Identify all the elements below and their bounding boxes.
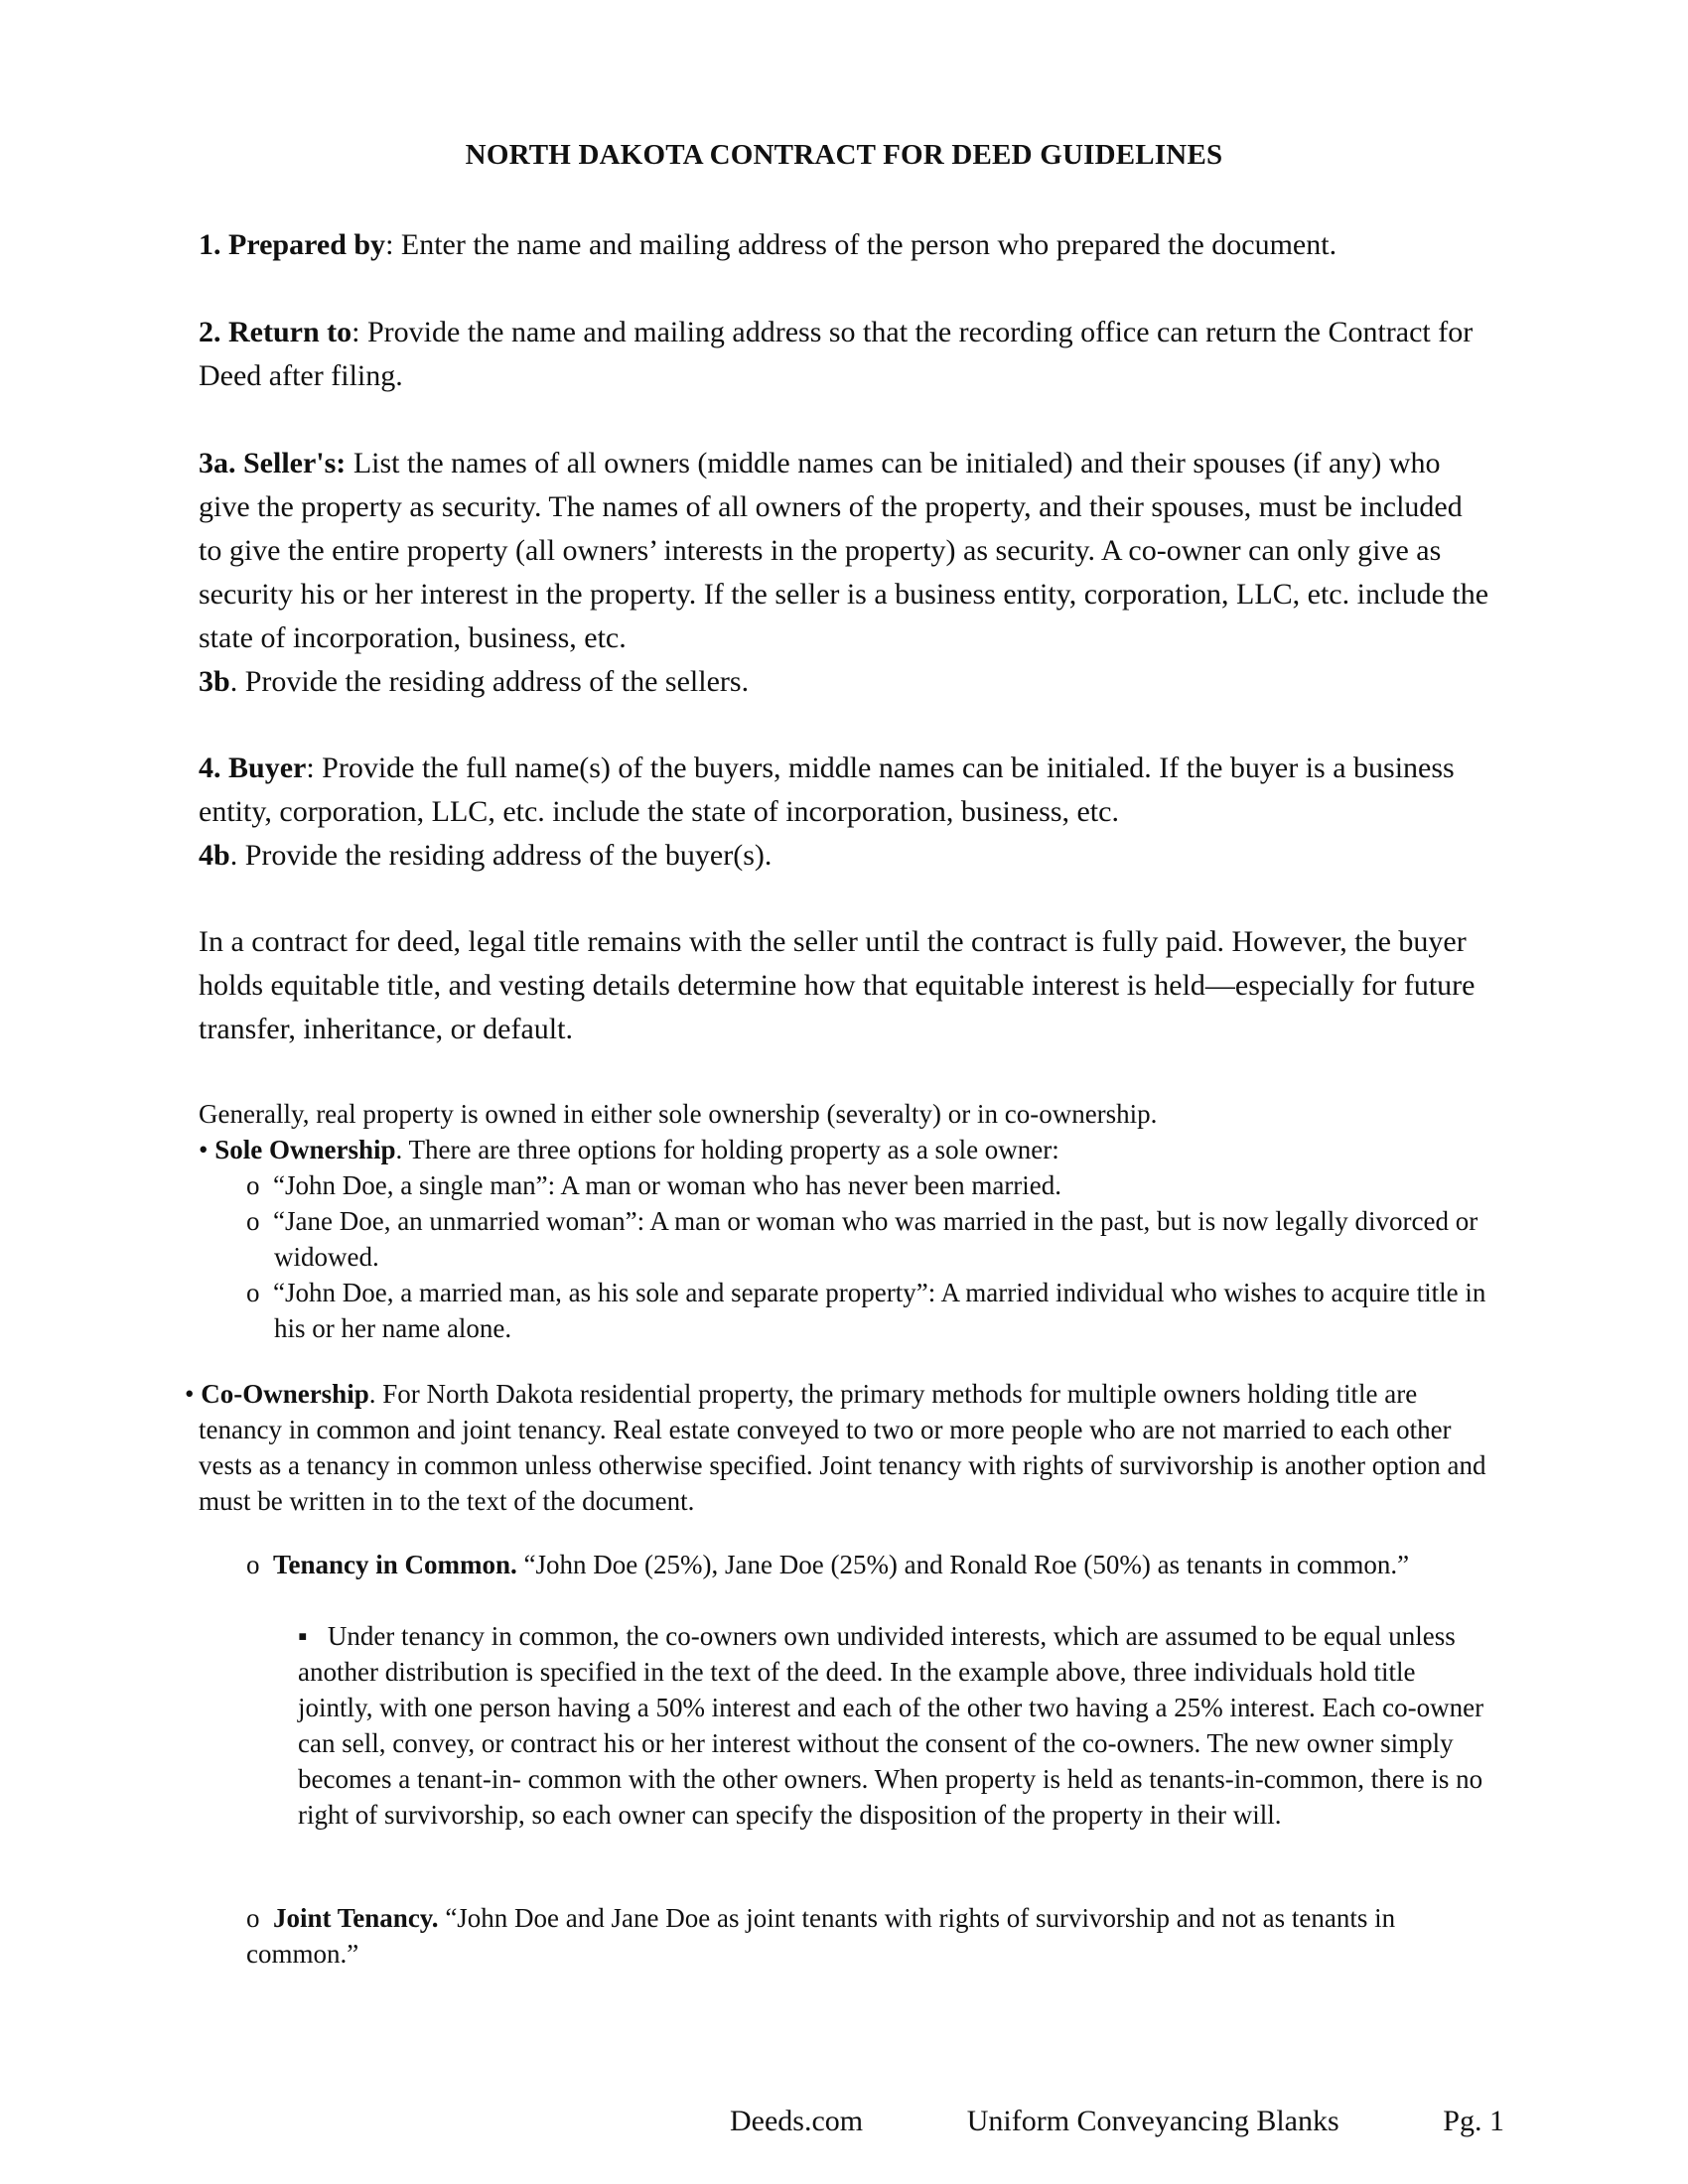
square-bullet-icon: ▪ [298, 1621, 308, 1651]
section-prepared-by [199, 223, 1489, 267]
joint-tenancy-label: Joint Tenancy. [273, 1903, 439, 1933]
tenancy-detail-text: Under tenancy in common, the co-owners own undivided interests, which are assumed to be equal unless another distribution is specified in the text of the deed. In the example above, three individuals hold title jointly, with one person having a 50% interest and each of the other two having a 25% interest. Each co-owner can sell, convey, or contract his or her interest without the consent of the co-owners. The new owner simply becomes a tenant-in- common with the other owners. When property is held as tenants-in-common, there is no right of survivorship, so each owner can specify the disposition of the property in their will. [298, 1621, 1484, 1830]
contract-paragraph-text: In a contract for deed, legal title remains with the seller until the contract is fully paid. However, the buyer holds equitable title, and vesting details determine how that equitable interest is held—especially for future transfer, inheritance, or default. [199, 925, 1476, 1045]
buyer-label: 4. Buyer [199, 751, 307, 784]
sole-ownership-label: Sole Ownership [214, 1135, 396, 1164]
sole-ownership-text: . There are three options for holding property as a sole owner: [395, 1135, 1059, 1164]
list-item: o “John Doe, a single man”: A man or woman who has never been married. [246, 1170, 1062, 1200]
buyer-address-label: 4b [199, 839, 230, 872]
bullet-icon: • [199, 1135, 209, 1164]
tenancy-in-common [246, 1547, 1487, 1582]
circle-bullet-icon: o [246, 1903, 260, 1933]
section-buyer [199, 747, 1489, 878]
vesting-sole-ownership [199, 1096, 1489, 1346]
footer-site: Deeds.com [730, 2105, 864, 2137]
co-ownership-text: . For North Dakota residential property, the primary methods for multiple owners holding title are tenancy in common and joint tenancy. Real estate conveyed to two or more people who are not married to each other vests as a tenancy in common unless otherwise specified. Joint tenancy with rights of survivorship is another option and must be written in to the text of the document. [199, 1379, 1486, 1516]
prepared-by-label: 1. Prepared by [199, 228, 386, 261]
list-item: o “John Doe, a married man, as his sole and separate property”: A married individual who wishes to acquire title in his or her name alone. [246, 1278, 1486, 1343]
sellers-text: List the names of all owners (middle names can be initialed) and their spouses (if any) who give the property as security. The names of all owners of the property, and their spouses, must be included to give the entire property (all owners’ interests in the property) as security. A co-owner can only give as security his or her interest in the property. If the seller is a business entity, corporation, LLC, etc. include the state of incorporation, business, etc. [199, 447, 1489, 654]
contract-for-deed-paragraph [199, 920, 1489, 1051]
buyer-text: : Provide the full name(s) of the buyers, middle names can be initialed. If the buyer is a business entity, corporation, LLC, etc. include the state of incorporation, business, etc. [199, 751, 1455, 828]
sellers-label: 3a. Seller's: [199, 447, 347, 479]
section-return-to [199, 311, 1489, 398]
joint-tenancy [246, 1900, 1487, 1972]
buyer-address-text: . Provide the residing address of the buyer(s). [229, 839, 773, 872]
tenancy-in-common-text: “John Doe (25%), Jane Doe (25%) and Ronald Roe (50%) as tenants in common.” [516, 1550, 1410, 1579]
joint-tenancy-text: “John Doe and Jane Doe as joint tenants with rights of survivorship and not as tenants in common.” [246, 1903, 1396, 1969]
document-title: NORTH DAKOTA CONTRACT FOR DEED GUIDELINES [465, 139, 1223, 171]
footer-page-number: Pg. 1 [1443, 2105, 1504, 2137]
vesting-intro: Generally, real property is owned in either sole ownership (severalty) or in co-ownership. [199, 1099, 1158, 1129]
co-ownership-label: Co-Ownership [201, 1379, 369, 1409]
circle-bullet-icon: o [246, 1206, 260, 1236]
tenancy-in-common-detail [298, 1618, 1489, 1833]
list-item: o “Jane Doe, an unmarried woman”: A man or woman who was married in the past, but is now legally divorced or widowed. [246, 1206, 1478, 1272]
page-footer [730, 2105, 1504, 2138]
tenancy-in-common-label: Tenancy in Common. [273, 1550, 517, 1579]
sellers-address-text: . Provide the residing address of the sellers. [229, 665, 750, 698]
circle-bullet-icon: o [246, 1278, 260, 1307]
footer-series: Uniform Conveyancing Blanks [966, 2105, 1339, 2137]
vesting-co-ownership [185, 1376, 1495, 1519]
return-to-label: 2. Return to [199, 316, 352, 348]
sellers-address-label: 3b [199, 665, 230, 698]
circle-bullet-icon: o [246, 1170, 260, 1200]
prepared-by-text: : Enter the name and mailing address of the person who prepared the document. [385, 228, 1337, 261]
circle-bullet-icon: o [246, 1550, 260, 1579]
return-to-text: : Provide the name and mailing address so that the recording office can return the Contract for Deed after filing. [199, 316, 1474, 392]
section-sellers [199, 442, 1489, 704]
bullet-icon: • [185, 1379, 195, 1409]
